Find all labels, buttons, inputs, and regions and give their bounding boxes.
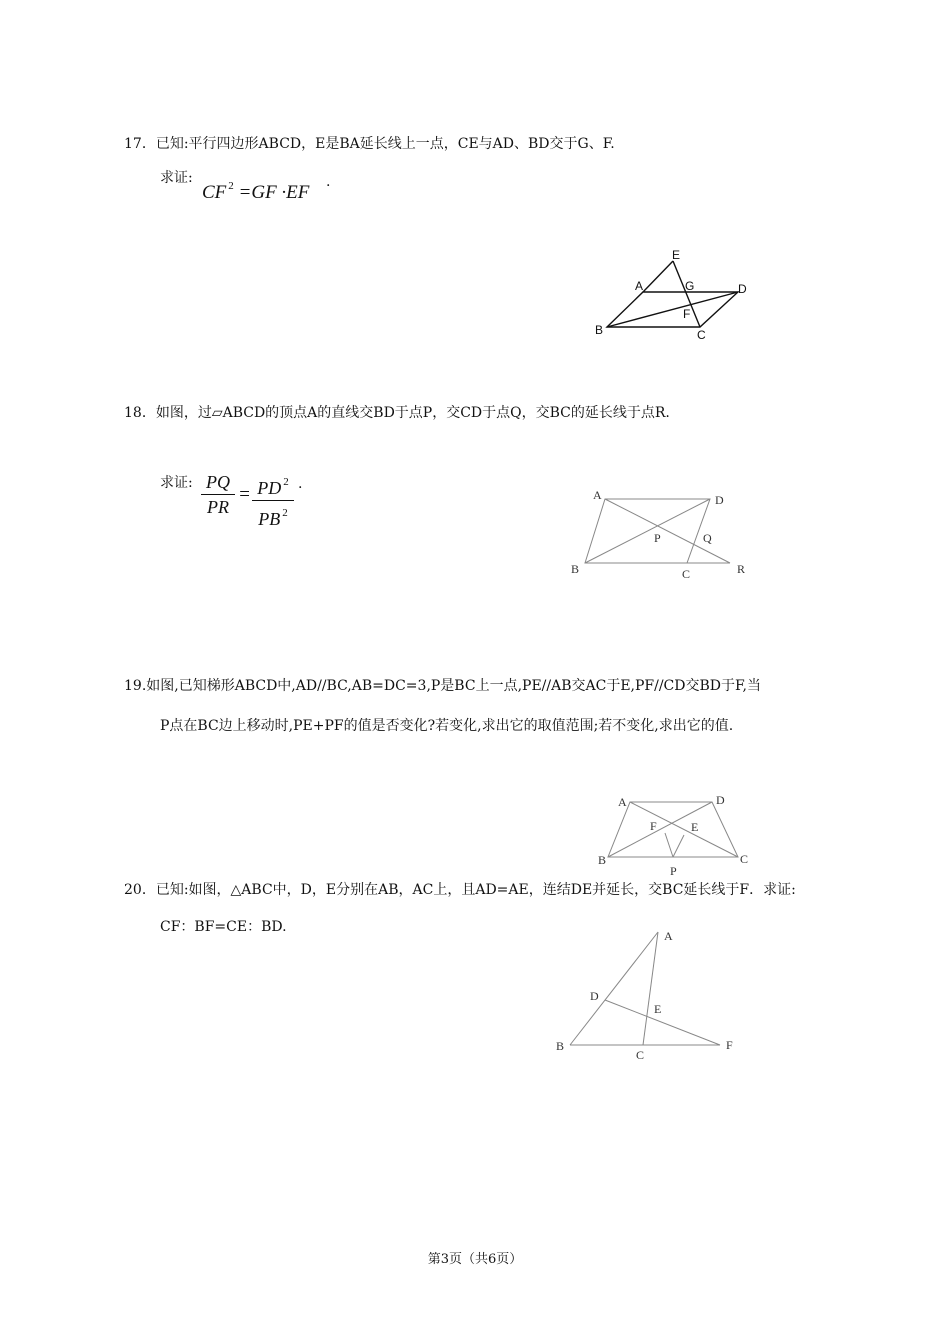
denominator-exponent: 2 — [282, 507, 288, 519]
diagonal-ac — [630, 802, 738, 857]
label-c: C — [740, 852, 749, 866]
label-d: D — [590, 989, 599, 1003]
denominator-pb: PB — [258, 509, 281, 529]
numerator-exponent: 2 — [283, 476, 289, 488]
problem-17-formula — [202, 180, 309, 204]
label-p: P — [654, 531, 661, 545]
label-p: P — [670, 864, 677, 878]
label-e: E — [691, 820, 699, 834]
label-c: C — [682, 567, 691, 581]
label-a: A — [618, 795, 627, 809]
problem-17-formula-period: . — [326, 174, 331, 190]
label-b: B — [595, 323, 604, 337]
problem-19-figure — [590, 790, 760, 880]
formula-exponent: 2 — [228, 180, 234, 192]
label-b: B — [571, 562, 580, 576]
diagonal-bd — [585, 499, 710, 563]
label-r: R — [737, 562, 746, 576]
label-g: G — [685, 279, 695, 293]
label-f: F — [650, 819, 657, 833]
problem-18-fraction-left — [201, 470, 235, 519]
problem-19-line-1: 19.如图,已知梯形ABCD中,AD//BC,AB=DC=3,P是BC上一点,PE//AB交AC于E,PF//CD交BD于F,当 — [124, 678, 761, 694]
label-b: B — [598, 853, 607, 867]
formula-cf: CF — [202, 182, 227, 203]
problem-18-fraction-right — [252, 470, 294, 531]
formula-rhs: =GF ·EF — [238, 182, 310, 203]
label-d: D — [716, 793, 725, 807]
label-f: F — [726, 1038, 733, 1052]
label-d: D — [738, 282, 747, 296]
label-a: A — [664, 929, 673, 943]
problem-20-line-1: 20．已知:如图，△ABC中，D，E分别在AB，AC上，且AD=AE，连结DE并延长，交BC延长线于F．求证: — [124, 882, 796, 898]
trapezoid-abcd — [608, 802, 738, 857]
problem-17-prove-label: 求证: — [160, 170, 193, 186]
label-e: E — [672, 248, 681, 262]
label-c: C — [636, 1048, 645, 1062]
fraction-denominator-pr: PR — [207, 497, 229, 517]
numerator-pd: PD — [257, 478, 282, 498]
problem-17-figure — [590, 245, 760, 345]
fraction-denominator-pb2 — [252, 501, 294, 531]
fraction-numerator-pd2 — [252, 470, 294, 500]
segment-pf — [665, 833, 673, 857]
label-e: E — [654, 1002, 662, 1016]
problem-18-figure — [565, 485, 755, 585]
label-a: A — [593, 488, 602, 502]
label-f: F — [683, 307, 691, 321]
segment-pe — [673, 835, 684, 857]
page-footer: 第3页（共6页） — [427, 1252, 523, 1267]
label-q: Q — [703, 531, 712, 545]
problem-20-figure — [550, 920, 750, 1065]
problem-19-line-2: P点在BC边上移动时,PE+PF的值是否变化?若变化,求出它的取值范围;若不变化,求出它的值. — [160, 718, 734, 734]
label-c: C — [697, 328, 706, 342]
label-a: A — [635, 279, 644, 293]
label-d: D — [715, 493, 724, 507]
problem-18-period: . — [298, 476, 303, 492]
problem-17-statement: 17．已知:平行四边形ABCD，E是BA延长线上一点，CE与AD、BD交于G、F. — [124, 136, 615, 152]
line-df — [605, 1000, 720, 1045]
problem-18-prove-label: 求证: — [160, 475, 193, 491]
label-b: B — [556, 1039, 565, 1053]
problem-20-line-2: CF：BF=CE：BD. — [160, 919, 287, 935]
fraction-numerator-pq: PQ — [206, 472, 230, 492]
problem-18-equals: = — [238, 484, 251, 505]
problem-18-statement: 18．如图，过▱ABCD的顶点A的直线交BD于点P，交CD于点Q，交BC的延长线于点R. — [124, 405, 670, 421]
segment-ae — [643, 261, 673, 292]
